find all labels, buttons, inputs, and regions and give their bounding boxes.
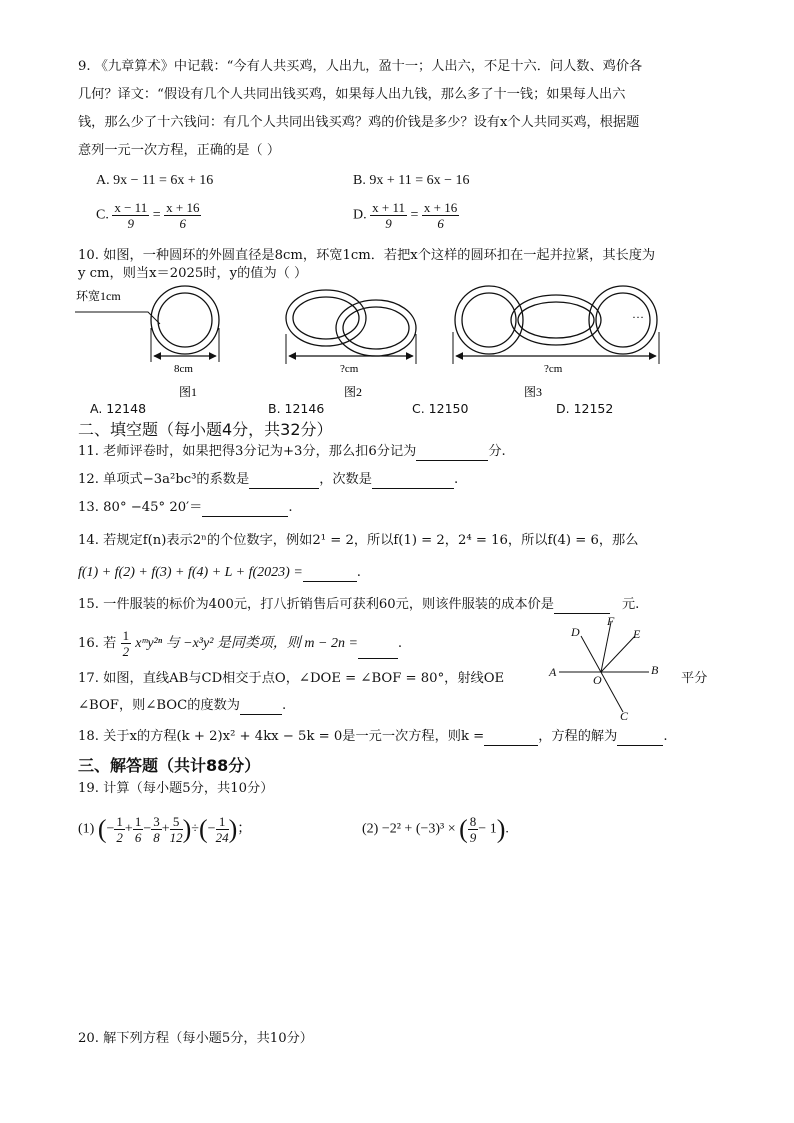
section-answer-title: 三、解答题（共计88分） bbox=[78, 756, 261, 775]
option-label: D. bbox=[353, 207, 367, 223]
label-c: C bbox=[620, 709, 629, 722]
q14-line1: 14. 若规定f(n)表示2ⁿ的个位数字，例如2¹ = 2，所以f(1) = 2，2⁴ = 16，所以f(4) = 6，那么 bbox=[78, 533, 639, 548]
q11: 11. 老师评卷时，如果把得3分记为+3分，那么扣6分记为 分. bbox=[78, 444, 506, 459]
fig3-dimension: ?cm bbox=[544, 363, 563, 375]
ellipsis: … bbox=[632, 307, 644, 321]
q10-option-c: C. 12150 bbox=[412, 401, 469, 416]
label-e: E bbox=[633, 627, 641, 641]
q17-line1-tail: 平分 bbox=[681, 671, 708, 686]
answer-blank bbox=[554, 599, 610, 614]
q10-option-d: D. 12152 bbox=[556, 401, 614, 416]
ring-width-label: 环宽1cm bbox=[76, 289, 121, 303]
fraction: $\frac{5}{12}$ bbox=[169, 814, 183, 845]
fraction: $\frac{8}{9}$ bbox=[469, 814, 477, 845]
answer-blank bbox=[240, 700, 282, 715]
q9-line4: 意列一元一次方程，正确的是（ ） bbox=[78, 143, 281, 158]
fig2-caption: 图2 bbox=[344, 385, 363, 399]
ring-figure bbox=[70, 280, 670, 400]
q9-option-d: D. $\frac{x + 11}{9}$ = $\frac{x + 16}{6}$ bbox=[353, 200, 458, 231]
q9-line2: 几何？译文：“假设有几个人共同出钱买鸡，如果每人出九钱，那么多了十一钱；如果每人出六 bbox=[78, 87, 626, 102]
q9-line3: 钱，那么少了十六钱问：有几个人共同出钱买鸡？鸡的价钱是多少？设有x个人共同买鸡，根据题 bbox=[78, 115, 640, 130]
q10-line2: y cm，则当x＝2025时，y的值为（ ） bbox=[78, 266, 308, 281]
q9-option-b: B. 9x + 11 = 6x − 16 bbox=[353, 173, 470, 188]
fig2-dimension: ?cm bbox=[340, 363, 359, 375]
q19-part1: (1) (− $\frac{1}{2}$ + $\frac{1}{6}$ − $\frac{3}{8}$ + $\frac{5}{12}$ )÷(− $\frac{1}{24}$ )； bbox=[78, 814, 252, 845]
label-f: F bbox=[607, 614, 615, 628]
q19-title: 19. 计算（每小题5分，共10分） bbox=[78, 781, 274, 796]
q15: 15. 一件服装的标价为400元，打八折销售后可获利60元，则该件服装的成本价是 元. bbox=[78, 597, 640, 612]
q17-line1: 17. 如图，直线AB与CD相交于点O，∠DOE = ∠BOF = 80°，射线OE bbox=[78, 671, 505, 686]
label-b: B bbox=[651, 663, 659, 677]
fig1-dimension: 8cm bbox=[174, 363, 193, 375]
q9-option-a: A. 9x − 11 = 6x + 16 bbox=[96, 173, 214, 188]
fraction: $\frac{x + 11}{9}$ bbox=[372, 200, 405, 231]
fraction: $\frac{3}{8}$ bbox=[153, 814, 160, 845]
fraction: $\frac{x + 16}{6}$ bbox=[166, 200, 200, 231]
answer-blank bbox=[372, 474, 454, 489]
answer-blank bbox=[202, 502, 288, 517]
q9-option-c: C. $\frac{x - 11}{9}$ = $\frac{x + 16}{6}$ bbox=[96, 200, 200, 231]
ring-inner bbox=[158, 293, 212, 347]
section-fill-in-title: 二、填空题（每小题4分，共32分） bbox=[78, 420, 333, 439]
ring-outer bbox=[151, 286, 219, 354]
label-o: O bbox=[593, 673, 602, 687]
answer-blank bbox=[358, 644, 398, 659]
q14-line2: f(1) + f(2) + f(3) + f(4) + L + f(2023) = . bbox=[78, 565, 361, 580]
angle-figure bbox=[545, 614, 680, 722]
answer-blank bbox=[416, 446, 488, 461]
fraction: $\frac{1}{24}$ bbox=[215, 814, 229, 845]
q12: 12. 单项式−3a²bc³的系数是 ，次数是 . bbox=[78, 472, 459, 487]
option-label: C. bbox=[96, 207, 109, 223]
answer-blank bbox=[303, 567, 357, 582]
q16: 16. 若 $\frac{1}{2}$ xᵐy²ⁿ 与 −x³y² 是同类项，则 m − 2n = . bbox=[78, 628, 403, 659]
answer-blank bbox=[249, 474, 319, 489]
q10-option-a: A. 12148 bbox=[90, 401, 147, 416]
fraction: $\frac{1}{2}$ bbox=[122, 628, 130, 659]
fig3-caption: 图3 bbox=[524, 385, 543, 399]
fraction: $\frac{x - 11}{9}$ bbox=[114, 200, 148, 231]
q10-option-b: B. 12146 bbox=[268, 401, 325, 416]
label-a: A bbox=[549, 665, 557, 679]
q19-part2: (2) −2² + (−3)³ × ( $\frac{8}{9}$ − 1). bbox=[362, 814, 509, 845]
q17-line2: ∠BOF，则∠BOC的度数为 . bbox=[78, 698, 287, 713]
fraction: $\frac{x + 16}{6}$ bbox=[423, 200, 458, 231]
answer-blank bbox=[484, 731, 538, 746]
q9-line1: 9. 《九章算术》中记载：“今有人共买鸡，人出九，盈十一；人出六，不足十六．问人数、鸡价各 bbox=[78, 59, 643, 74]
label-d: D bbox=[571, 625, 580, 639]
fig1-caption: 图1 bbox=[179, 385, 198, 399]
answer-blank bbox=[617, 731, 663, 746]
q10-line1: 10. 如图，一种圆环的外圆直径是8cm，环宽1cm．若把x个这样的圆环扣在一起并拉紧，其长度为 bbox=[78, 248, 656, 263]
q20-title: 20. 解下列方程（每小题5分，共10分） bbox=[78, 1031, 313, 1046]
fraction: $\frac{1}{2}$ bbox=[116, 814, 123, 845]
q18: 18. 关于x的方程(k + 2)x² + 4kx − 5k = 0是一元一次方程，则k = ，方程的解为 . bbox=[78, 729, 668, 744]
fraction: $\frac{1}{6}$ bbox=[134, 814, 142, 845]
q13: 13. 80° −45° 20′＝ . bbox=[78, 500, 293, 515]
